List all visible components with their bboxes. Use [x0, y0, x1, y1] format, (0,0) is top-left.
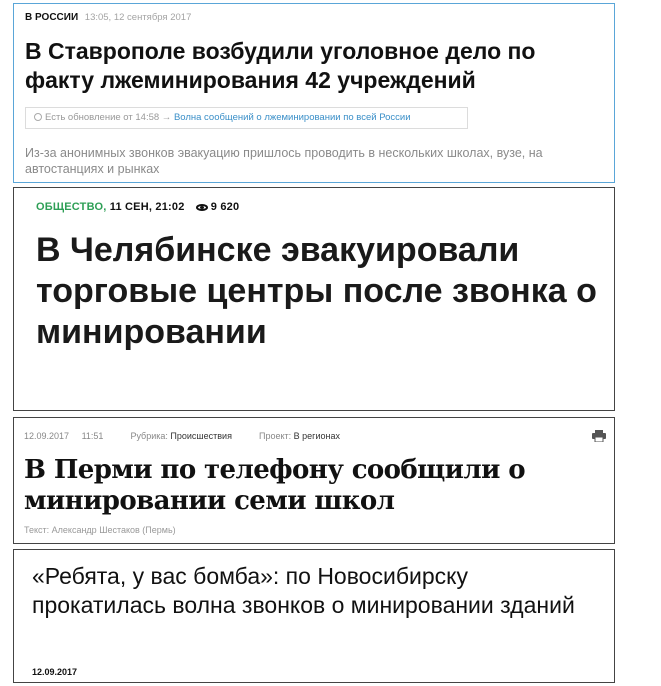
news-card-novosibirsk — [13, 549, 615, 683]
article-headline: В Перми по телефону сообщили о минировании семи школ — [24, 455, 525, 516]
article-headline: В Челябинске эвакуировали торговые центры после звонка о минировании — [36, 231, 597, 351]
clock-icon — [34, 113, 42, 121]
article-meta — [36, 201, 239, 213]
rubric-label: Рубрика: — [130, 431, 168, 441]
update-link[interactable]: Волна сообщений о лжеминировании по всей России — [173, 112, 411, 123]
article-headline: «Ребята, у вас бомба»: по Новосибирску прокатилась волна звонков о минировании зданий — [32, 563, 575, 618]
section-label[interactable]: В РОССИИ — [25, 12, 79, 23]
view-count: 9 620 — [210, 201, 240, 213]
eye-icon — [196, 204, 208, 211]
article-lead: Из-за анонимных звонков эвакуацию пришлось проводить в нескольких школах, вузе, на автостанциях и рынках — [25, 146, 543, 176]
rubric-link[interactable]: ОБЩЕСТВО, — [36, 201, 107, 213]
news-card-perm — [13, 417, 615, 544]
article-time: 11:51 — [81, 431, 104, 441]
printer-icon[interactable] — [592, 430, 606, 442]
update-banner[interactable] — [25, 107, 468, 129]
article-datetime: 11 СЕН, 21:02 — [109, 201, 185, 213]
article-date: 12.09.2017 — [32, 667, 78, 677]
project-link[interactable]: В регионах — [293, 431, 340, 441]
article-headline: В Ставрополе возбудили уголовное дело по факту лжеминирования 42 учреждений — [25, 38, 536, 93]
article-datetime: 13:05, 12 сентября 2017 — [84, 12, 192, 23]
update-label: Есть обновление от 14:58 → — [45, 112, 172, 123]
news-card-stavropol — [13, 3, 615, 183]
rubric-link[interactable]: Происшествия — [170, 431, 232, 441]
news-card-chelyabinsk — [13, 187, 615, 411]
project-label: Проект: — [258, 431, 292, 441]
article-author: Текст: Александр Шестаков (Пермь) — [24, 525, 176, 535]
article-date: 12.09.2017 — [24, 431, 70, 441]
article-meta — [25, 12, 191, 23]
article-meta — [24, 431, 340, 441]
